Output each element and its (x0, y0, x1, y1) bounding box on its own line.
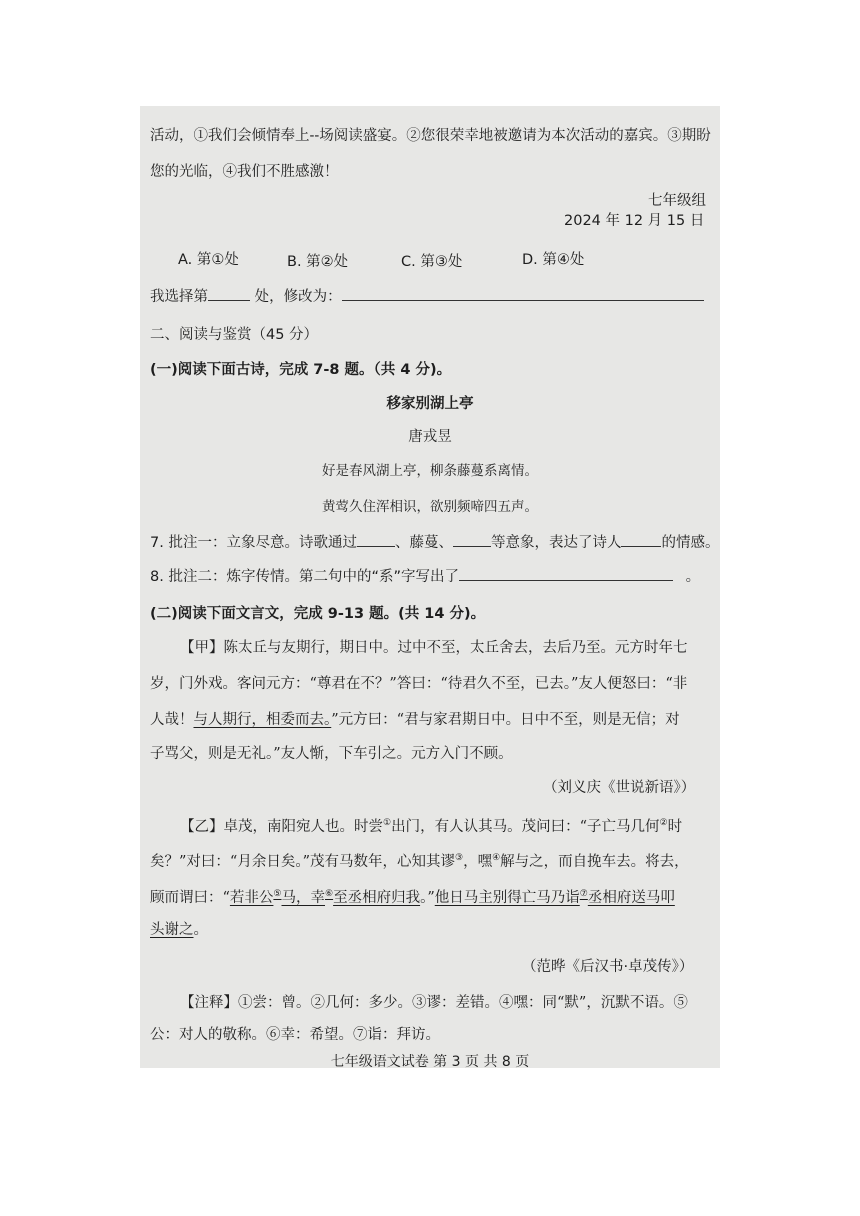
intro-line-1: 活动，①我们会倾情奉上--场阅读盛宴。②您很荣幸地被邀请为本次活动的嘉宾。③期盼 (150, 128, 711, 144)
jia-line-3-b: ”元方曰：“君与家君期日中。日中不至，则是无信；对 (331, 712, 680, 728)
q6-blank-number[interactable] (208, 286, 250, 301)
yi-underlined-1b: 马，幸 (281, 889, 325, 906)
yi-source: （范晔《后汉书·卓茂传》） (522, 959, 694, 975)
poem-line-1: 好是春风湖上亭，柳条藤蔓系离情。 (322, 463, 538, 479)
jia-underlined-sentence: 与人期行，相委而去。 (193, 712, 332, 728)
yi-line-4 (150, 920, 208, 940)
note-marker-7: ⑦ (579, 889, 588, 899)
yi-line-4-b: 。 (193, 922, 208, 938)
jia-line-4: 子骂父，则是无礼。”友人惭，下车引之。元方入门不顾。 (150, 746, 513, 762)
q8-blank[interactable] (459, 566, 673, 581)
q7 (150, 532, 719, 553)
yi-line-2-c: 解与之，而自挽车去。将去， (500, 853, 689, 870)
yi-line-1 (180, 813, 682, 837)
yi-line-3-b: 。” (420, 889, 435, 906)
poem-line-2: 黄莺久住浑相识，欲别频啼四五声。 (322, 499, 538, 515)
note-marker-2: ② (659, 818, 668, 828)
yi-line-3-a: 顾而谓曰：“ (150, 889, 230, 906)
q6-select-prefix: 我选择第 (150, 289, 208, 305)
q6-answer-line (150, 286, 704, 307)
note-marker-4: ④ (492, 853, 501, 863)
notes-line-2: 公：对人的敬称。⑥幸：希望。⑦诣：拜访。 (150, 1027, 440, 1043)
yi-line-2-b: ，嘿 (463, 853, 493, 870)
q7-blank-2[interactable] (453, 532, 491, 547)
q8-text-a: 8. 批注二：炼字传情。第二句中的“系”字写出了 (150, 569, 459, 585)
yi-line-3 (150, 884, 675, 908)
q7-text-d: 的情感。 (661, 535, 720, 551)
note-marker-1: ① (383, 818, 392, 828)
intro-line-2: 您的光临，④我们不胜感激！ (150, 164, 339, 180)
jia-line-1: 【甲】陈太丘与友期行，期日中。过中不至，太丘舍去，去后乃至。元方时年七 (180, 640, 688, 656)
yi-line-2-a: 矣？”对曰：“月余日矣。”茂有马数年，心知其谬 (150, 853, 455, 870)
jia-line-3 (150, 710, 680, 730)
yi-underlined-1c: 至丞相府归我 (333, 889, 421, 906)
q6-select-mid: 处，修改为： (254, 289, 342, 305)
q7-blank-1[interactable] (357, 532, 395, 547)
note-marker-6: ⑥ (325, 889, 334, 899)
option-a: A. 第①处 (178, 252, 239, 268)
q7-blank-3[interactable] (621, 532, 661, 547)
signer: 七年级组 (648, 193, 706, 209)
q6-blank-revision[interactable] (342, 286, 704, 301)
section-heading: 二、阅读与鉴赏（45 分） (150, 327, 319, 343)
yi-underlined-2c: 头谢之 (150, 922, 194, 938)
yi-line-2 (150, 848, 689, 872)
option-c: C. 第③处 (401, 254, 463, 270)
option-d: D. 第④处 (522, 252, 585, 268)
part2-heading: (二)阅读下面文言文，完成 9-13 题。(共 14 分)。 (150, 606, 486, 622)
date: 2024 年 12 月 15 日 (564, 213, 705, 229)
note-marker-5: ⑤ (273, 889, 282, 899)
q8-text-b: 。 (685, 569, 701, 585)
yi-line-1-a: 【乙】卓茂，南阳宛人也。时尝 (180, 818, 383, 835)
notes-line-1: 【注释】①尝：曾。②几何：多少。③谬：差错。④嘿：同“默”，沉默不语。⑤ (180, 995, 688, 1011)
page-footer: 七年级语文试卷 第 3 页 共 8 页 (330, 1054, 530, 1070)
q7-text-a: 7. 批注一：立象尽意。诗歌通过 (150, 535, 357, 551)
q7-text-c: 等意象，表达了诗人 (490, 535, 622, 551)
jia-source: （刘义庆《世说新语》） (543, 780, 696, 796)
part1-heading: (一)阅读下面古诗，完成 7-8 题。（共 4 分)。 (150, 362, 452, 378)
q8 (150, 566, 700, 587)
jia-line-3-a: 人哉！ (150, 712, 194, 728)
poem-author: 唐戎昱 (408, 429, 452, 445)
note-marker-3: ③ (455, 853, 464, 863)
yi-underlined-2a: 他日马主别得亡马乃诣 (434, 889, 580, 906)
q7-text-b: 、藤蔓、 (394, 535, 453, 551)
yi-line-1-b: 出门，有人认其马。茂问曰：“子亡马几何 (391, 818, 660, 835)
option-b: B. 第②处 (287, 254, 349, 270)
yi-underlined-2b: 丞相府送马叩 (587, 889, 675, 906)
jia-line-2: 岁，门外戏。客问元方：“尊君在不？”答曰：“待君久不至，已去。”友人便怒曰：“非 (150, 676, 688, 692)
yi-underlined-1a: 若非公 (229, 889, 274, 906)
poem-title: 移家别湖上亭 (386, 396, 474, 412)
yi-line-1-c: 时 (667, 818, 683, 835)
